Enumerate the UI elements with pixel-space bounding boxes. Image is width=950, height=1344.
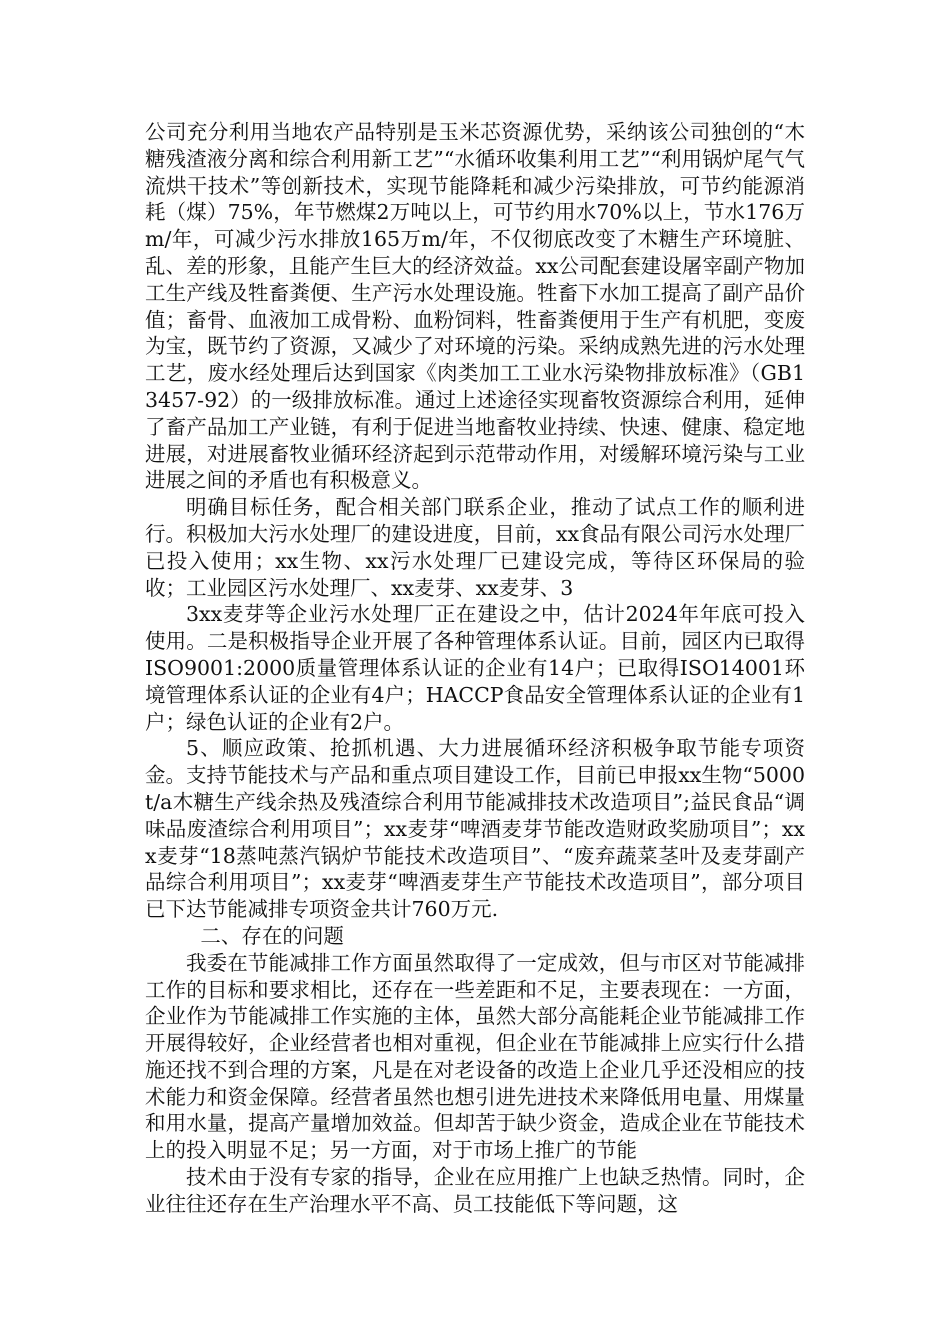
document-body [145, 119, 805, 1218]
paragraph-6: 技术由于没有专家的指导，企业在应用推广上也缺乏热情。同时，企业往往还存在生产治理水平不高、员工技能低下等问题，这 [145, 1165, 805, 1216]
paragraph-1: 公司充分利用当地农产品特别是玉米芯资源优势，采纳该公司独创的“木糖残渣液分离和综合利用新工艺”“水循环收集利用工艺”“利用锅炉尾气气流烘干技术”等创新技术，实现节能降耗和减少污染排放，可节约能源消耗（煤）75%，年节燃煤2万吨以上，可节约用水70%以上，节水176万m/年，可减少污水排放165万m/年，不仅彻底改变了木糖生产环境脏、乱、差的形象，且能产生巨大的经济效益。xx公司配套建设屠宰副产物加工生产线及牲畜粪便、生产污水处理设施。牲畜下水加工提高了副产品价值；畜骨、血液加工成骨粉、血粉饲料，牲畜粪便用于生产有机肥，变废为宝，既节约了资源，又减少了对环境的污染。采纳成熟先进的污水处理工艺，废水经处理后达到国家《肉类加工工业水污染物排放标准》（GB13457-92）的一级排放标准。通过上述途径实现畜牧资源综合利用，延伸了畜产品加工产业链，有利于促进当地畜牧业持续、快速、健康、稳定地进展，对进展畜牧业循环经济起到示范带动作用，对缓解环境污染与工业进展之间的矛盾也有积极意义。 [145, 120, 805, 493]
paragraph-5: 我委在节能减排工作方面虽然取得了一定成效，但与市区对节能减排工作的目标和要求相比，还存在一些差距和不足，主要表现在：一方面，企业作为节能减排工作实施的主体，虽然大部分高能耗企业节能减排工作开展得较好，企业经营者也相对重视，但企业在节能减排上应实行什么措施还找不到合理的方案，凡是在对老设备的改造上企业几乎还没相应的技术能力和资金保障。经营者虽然也想引进先进技术来降低用电量、用煤量和用水量，提高产量增加效益。但却苦于缺少资金，造成企业在节能技术上的投入明显不足；另一方面，对于市场上推广的节能 [145, 950, 805, 1163]
paragraph-3: 3xx麦芽等企业污水处理厂正在建设之中，估计2024年年底可投入使用。二是积极指导企业开展了各种管理体系认证。目前，园区内已取得 ISO9001:2000质量管理体系认证的企业有14户；已取得ISO14001环境管理体系认证的企业有4户；HACCP食品安全管理体系认证的企业有1户；绿色认证的企业有2户。 [145, 602, 805, 734]
section-heading: 二、存在的问题 [200, 923, 344, 948]
paragraph-4: 5、顺应政策、抢抓机遇、大力进展循环经济积极争取节能专项资金。支持节能技术与产品和重点项目建设工作，目前已申报xx生物“5000t/a木糖生产线余热及残渣综合利用节能减排技术改造项目”;益民食品“调味品废渣综合利用项目”；xx麦芽“啤酒麦芽节能改造财政奖励项目”；xxx麦芽“18蒸吨蒸汽锅炉节能技术改造项目”、“废弃蔬菜茎叶及麦芽副产品综合利用项目”；xx麦芽“啤酒麦芽生产节能技术改造项目”，部分项目已下达节能减排专项资金共计760万元. [145, 736, 805, 922]
paragraph-2: 明确目标任务，配合相关部门联系企业，推动了试点工作的顺利进行。积极加大污水处理厂的建设进度，目前，xx食品有限公司污水处理厂已投入使用；xx生物、xx污水处理厂已建设完成，等待区环保局的验收；工业园区污水处理厂、xx麦芽、xx麦芽、3 [145, 495, 805, 600]
